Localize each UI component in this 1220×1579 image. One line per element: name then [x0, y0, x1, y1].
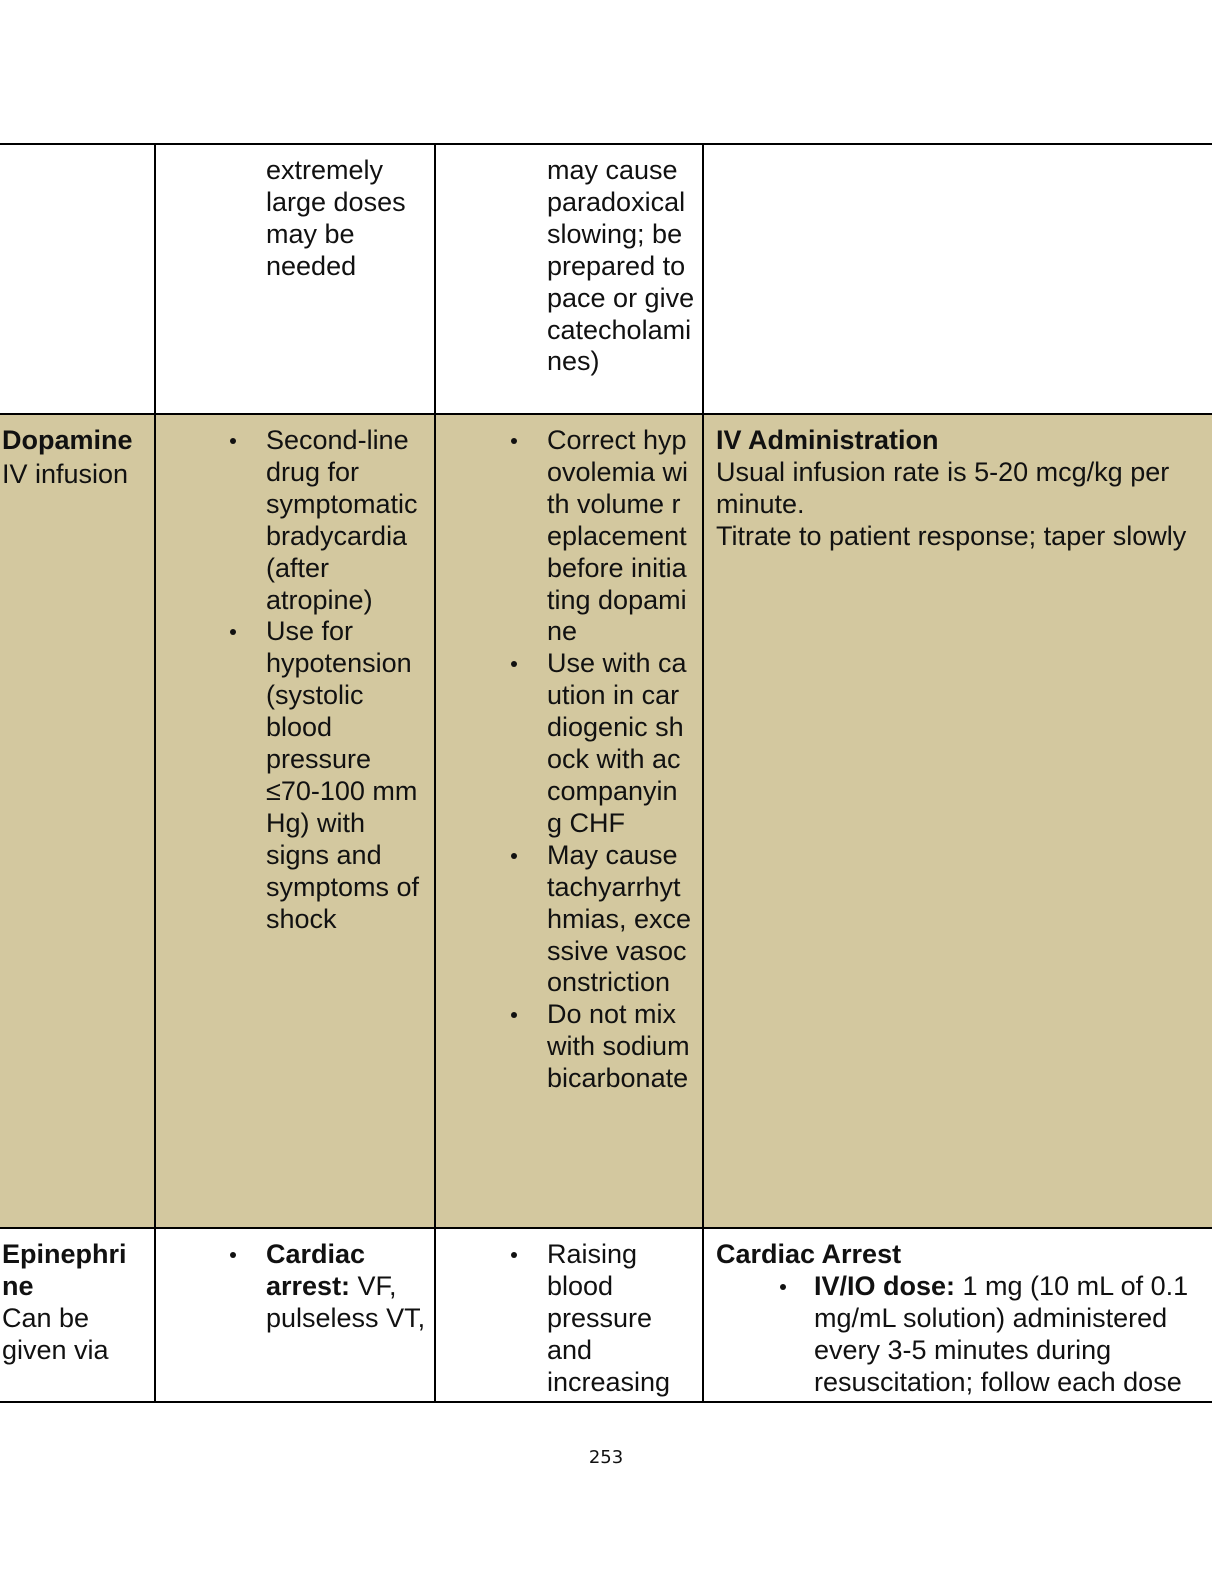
bullet-icon — [511, 438, 517, 444]
precautions-cell — [436, 1229, 704, 1401]
list-item: Second-line drug for symptomatic bradycardia (after atropine) — [266, 425, 426, 616]
drug-route: Can be given via — [2, 1302, 109, 1365]
table-row-dopamine — [0, 415, 1212, 1229]
bullet-icon — [230, 1252, 236, 1258]
dosing-heading: Cardiac Arrest — [716, 1239, 902, 1269]
bullet-icon — [511, 853, 517, 859]
drug-cell — [0, 1229, 156, 1401]
dosing-list — [716, 1271, 1204, 1399]
drug-route: IV infusion — [2, 458, 129, 489]
bullet-icon — [511, 1012, 517, 1018]
indications-cell — [156, 415, 436, 1227]
drug-table — [0, 143, 1212, 1403]
list-item: Use with caution in cardiogenic shock with accompanying CHF — [547, 648, 692, 839]
dosing-line: Titrate to patient response; taper slowly — [716, 520, 1187, 551]
drug-name: Dopamine — [2, 425, 133, 455]
drug-name: Epinephrine — [2, 1239, 127, 1301]
indications-cell — [156, 1229, 436, 1401]
list-item: Correct hypovolemia with volume replacement before initiating dopamine — [547, 425, 692, 648]
precautions-list — [436, 425, 692, 1095]
list-item: Raising blood pressure and increasing — [547, 1239, 692, 1399]
table-row-continuation — [0, 145, 1212, 415]
indications-list — [156, 425, 426, 936]
table-row-epinephrine — [0, 1229, 1212, 1403]
list-item: May cause tachyarrhythmias, excessive vasoconstriction — [547, 840, 692, 1000]
drug-cell — [0, 415, 156, 1227]
bullet-icon — [230, 629, 236, 635]
list-item: Cardiac arrest: VF, pulseless VT, — [266, 1239, 426, 1335]
precautions-cell — [436, 415, 704, 1227]
dosing-cell — [704, 145, 1212, 413]
list-item: Use for hypotension (systolic blood pressure ≤70-100 mm Hg) with signs and symptoms of shock — [266, 616, 426, 935]
precautions-list — [436, 1239, 692, 1399]
page-number: 253 — [588, 1447, 624, 1468]
bullet-icon — [511, 661, 517, 667]
indications-cell — [156, 145, 436, 413]
indications-text: extremely large doses may be needed — [266, 155, 406, 281]
drug-cell — [0, 145, 156, 413]
dosing-line: Usual infusion rate is 5-20 mcg/kg per minute. — [716, 456, 1170, 519]
dosing-cell — [704, 1229, 1212, 1401]
indications-list — [156, 1239, 426, 1335]
bullet-icon — [511, 1252, 517, 1258]
dosing-cell — [704, 415, 1212, 1227]
list-item: IV/IO dose: 1 mg (10 mL of 0.1 mg/mL solution) administered every 3-5 minutes during resuscitation; follow each dose — [814, 1271, 1204, 1399]
list-item: Do not mix with sodium bicarbonate — [547, 999, 692, 1095]
precautions-cell — [436, 145, 704, 413]
bullet-icon — [230, 438, 236, 444]
precautions-text: may cause paradoxical slowing; be prepared to pace or give catecholamines) — [547, 155, 695, 377]
dosing-heading: IV Administration — [716, 425, 939, 455]
bullet-icon — [780, 1284, 786, 1290]
